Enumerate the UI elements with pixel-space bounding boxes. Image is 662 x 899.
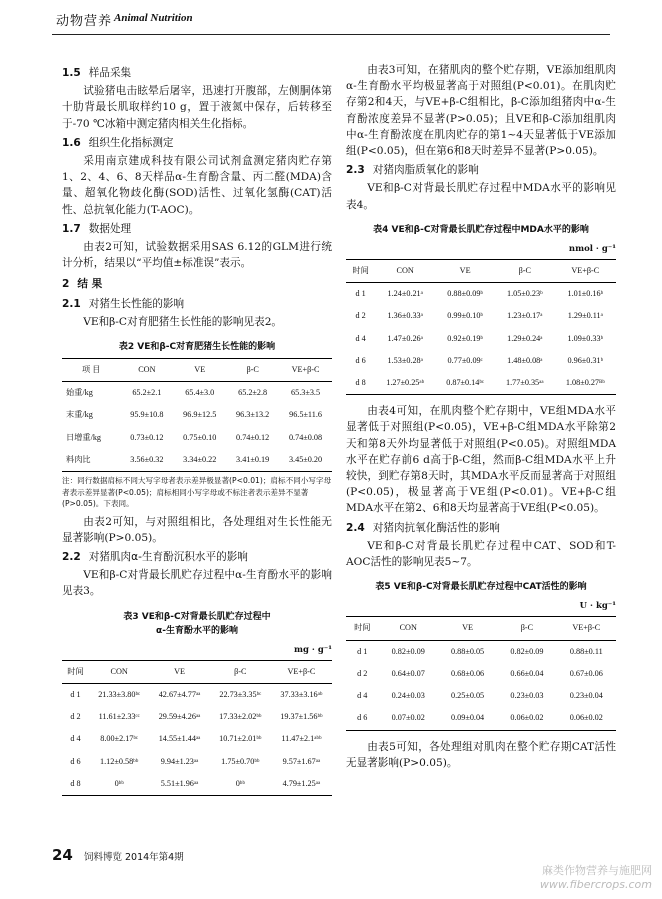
table-row: d 2 1.36±0.33ᵃ 0.99±0.10ᵇ 1.23±0.17ᵃ 1.29±0.11ᵃ [355, 311, 603, 321]
table-header-row: 时间 CON VE β-C VE+β-C [62, 660, 332, 683]
para-after-table2: 由表2可知，与对照组相比，各处理组对生长性能无显著影响(P>0.05)。 [62, 515, 332, 544]
table-row: d 6 0.07±0.02 0.09±0.04 0.06±0.02 0.06±0.02 [357, 713, 603, 723]
table2-caption: 表2 VE和β-C对育肥猪生长性能的影响 [118, 342, 276, 353]
para-enzymes: VE和β-C对背最长肌贮存过程中CAT、SOD和T-AOC活性的影响见表5~7。 [346, 539, 616, 569]
para-table4-results: 由表4可知，在肌肉整个贮存期中，VE组MDA水平显著低于对照组(P<0.05)，VE+β-C组MDA水平除第2天和第8天外均显著低于对照组(P<0.05)。对照组MDA水平在贮存前6 d高于β-C组，然而β-C组MDA水平上升较快，到贮存第8天时，其MDA水平反而显著高于对照组(P<0.05)，极显著高于VE组(P<0.01)。VE+β-C组MDA水平在第2、6和8天均显著高于VE组(P<0.05)。 [346, 405, 616, 515]
table-header-row: 时间 CON VE β-C VE+β-C [346, 617, 616, 640]
table2-note: 注：同行数据肩标不同大写字母者表示差异极显著(P<0.01)；肩标不同小写字母者表示差异显著(P<0.05)；肩标相同小写字母或不标注者表示差异不显著(P>0.05)。下表同。 [62, 476, 332, 509]
header-title-cn: 动物营养 [56, 14, 113, 29]
table5-caption: 表5 VE和β-C对背最长肌贮存过程中CAT活性的影响 [375, 582, 587, 593]
heading-2-4: 2.4 对猪肉抗氧化酶活性的影响 [346, 521, 500, 534]
para-growth: VE和β-C对育肥猪生长性能的影响见表2。 [83, 315, 283, 328]
header-title-en: Animal Nutrition [114, 12, 193, 24]
watermark-text-cn: 麻类作物营养与施肥网 [542, 864, 652, 877]
heading-2-2: 2.2 对猪肌肉α-生育酚沉积水平的影响 [62, 550, 248, 563]
table-row: d 4 8.00±2.17ᵇᶜ 14.55±1.44ᵃᵃ 10.71±2.01ᵇᵇ 11.47±2.1ᵃᵇᵇ [70, 734, 322, 744]
table3-caption: 表3 VE和β-C对背最长肌贮存过程中 α-生育酚水平的影响 [123, 611, 271, 636]
para-mda: VE和β-C对背最长肌贮存过程中MDA水平的影响见表4。 [346, 182, 616, 211]
table-header-row: 项 目 CON VE β-C VE+β-C [62, 359, 332, 382]
table-row: d 1 1.24±0.21ᵃ 0.88±0.09ᵇ 1.05±0.23ᵇ 1.01±0.16ᵇ [355, 289, 604, 299]
header-rule [52, 34, 610, 35]
para-table3-results: 由表3可知，在猪肌肉的整个贮存期，VE添加组肌肉α-生育酚水平均极显著高于对照组(P<0.01)。在肌肉贮存第2和4天，与VE+β-C组相比，β-C添加组猪肉中α-生育酚浓度差异不显著(P>0.05)；且VE和β-C添加组肌肉中α-生育酚浓度在肌肉贮存的第1~4天显著低于VE添加组(P<0.05)，但在第6和8天时差异不显著(P>0.05)。 [346, 64, 616, 158]
heading-2-1: 2.1 对猪生长性能的影响 [62, 297, 185, 310]
table-row: d 4 0.24±0.03 0.25±0.05 0.23±0.03 0.23±0.04 [357, 691, 603, 701]
table4-unit: nmol · g⁻¹ [568, 243, 616, 254]
para-data-processing: 由表2可知，试验数据采用SAS 6.12的GLM进行统计分析，结果以“平均值±标准误”表示。 [62, 241, 332, 270]
journal-issue: 饲料博览 2014年第4期 [83, 852, 184, 863]
heading-1-5: 1.5 样品采集 [62, 67, 132, 79]
left-column [62, 62, 332, 796]
table-row: 料肉比 3.56±0.32 3.34±0.22 3.41±0.19 3.45±0.20 [66, 454, 323, 464]
table-row: d 1 21.33±3.80ᵇᶜ 42.67±4.77ᵃᵃ 22.73±3.35ᵇᶜ 37.33±3.16ᵃᵇ [70, 689, 323, 699]
table-header-row: 时间 CON VE β-C VE+β-C [346, 260, 616, 283]
running-header [0, 0, 662, 44]
table-row: d 8 0ᵇᵇ 5.51±1.96ᵃᵃ 0ᵇᵇ 4.79±1.25ᵃᵃ [70, 778, 321, 788]
heading-2: 2 结 果 [62, 278, 103, 291]
heading-1-7: 1.7 数据处理 [62, 222, 132, 235]
para-sampling: 试验猪电击眩晕后屠宰，迅速打开腹部，左侧胴体第十肋背最长肌取样约10 g，置于液氮中保存，后转移至于-70 ℃冰箱中测定猪肉相关生化指标。 [62, 85, 332, 130]
table-row: d 2 11.61±2.33ᶜᶜ 29.59±4.26ᵃᵃ 17.33±2.02ᵇᵇ 19.37±1.56ᵇᵇ [70, 712, 323, 722]
table2 [62, 358, 332, 472]
table-row: 始重/kg 65.2±2.1 65.4±3.0 65.2±2.8 65.3±3.5 [66, 388, 321, 398]
table4-caption: 表4 VE和β-C对背最长肌贮存过程中MDA水平的影响 [373, 224, 589, 235]
table-row: d 8 1.27±0.25ᵃᵇ 0.87±0.14ᵇᶜ 1.77±0.35ᵃᵃ 1.08±0.27ᴮᵇ [355, 378, 605, 388]
table-row: d 6 1.12±0.58ᵇᵇ 9.94±1.23ᵃᵃ 1.75±0.70ᵇᵇ 9.57±1.67ᵃᵃ [70, 756, 321, 766]
page-number: 24 [52, 846, 73, 864]
table-row: 日增重/kg 0.73±0.12 0.75±0.10 0.74±0.12 0.74±0.08 [66, 432, 323, 442]
watermark-url: www.fibercrops.com [539, 878, 652, 891]
table4 [346, 259, 616, 395]
watermark [540, 862, 652, 891]
table-row: d 4 1.47±0.26ᵃ 0.92±0.19ᵇ 1.29±0.24ᵃ 1.09±0.33ᵇ [355, 333, 604, 343]
para-table5-results: 由表5可知，各处理组对肌肉在整个贮存期CAT活性无显著影响(P>0.05)。 [346, 740, 616, 769]
para-tocopherol: VE和β-C对背最长肌贮存过程中α-生育酚水平的影响见表3。 [62, 569, 332, 598]
table5-unit: U · kg⁻¹ [579, 601, 616, 612]
heading-1-6: 1.6 组织生化指标测定 [62, 136, 174, 149]
table-row: d 6 1.53±0.28ᵃ 0.77±0.09ᶜ 1.48±0.08ᵃ 0.96±0.31ᵇ [355, 355, 604, 365]
table-row: d 2 0.64±0.07 0.68±0.06 0.66±0.04 0.67±0.06 [357, 668, 603, 678]
table5 [346, 616, 616, 730]
para-biochem: 采用南京建成科技有限公司试剂盒测定猪肉贮存第1、2、4、6、8天样品α-生育酚含量、丙二醛(MDA)含量、超氧化物歧化酶(SOD)活性、过氧化氢酶(CAT)活性、总抗氧化能力(T-AOC)。 [62, 155, 332, 216]
heading-2-3: 2.3 对猪肉脂质氧化的影响 [346, 164, 479, 177]
table-row: d 1 0.82±0.09 0.88±0.05 0.82±0.09 0.88±0.11 [357, 646, 603, 656]
table3 [62, 660, 332, 796]
page-footer [52, 845, 184, 864]
table3-unit: mg · g⁻¹ [294, 644, 332, 655]
table-row: 末重/kg 95.9±10.8 96.9±12.5 96.3±13.2 96.5±11.6 [66, 410, 322, 420]
right-column [346, 62, 616, 771]
